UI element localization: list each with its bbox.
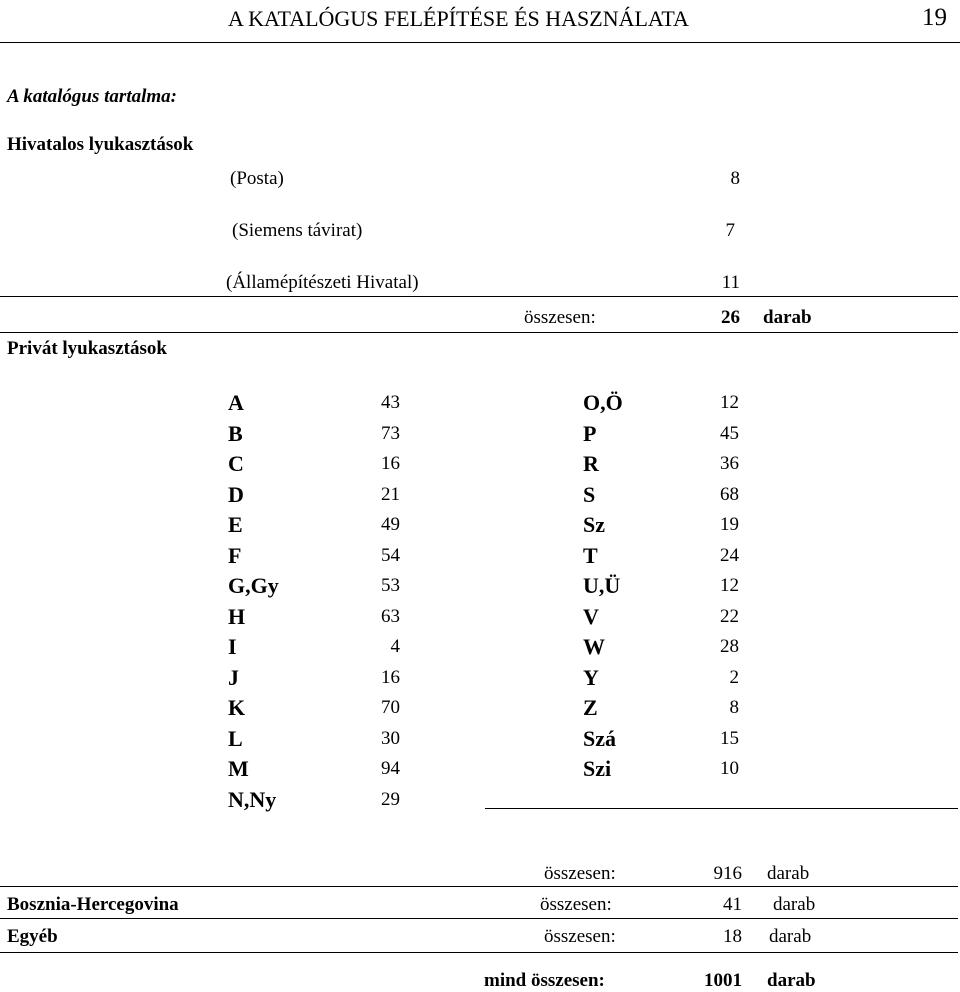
private-total-count: 916 — [713, 863, 742, 884]
other-rule — [0, 952, 958, 953]
grand-total-count: 1001 — [704, 970, 742, 991]
letter-count-left: 70 — [381, 697, 400, 718]
letter-count-left: 30 — [381, 728, 400, 749]
letter-label-right: Sz — [583, 512, 605, 537]
bosnia-total-unit: darab — [773, 894, 816, 915]
letter-count-right: 15 — [720, 728, 739, 749]
letter-label-left: F — [228, 543, 242, 568]
other-total-count: 18 — [723, 926, 742, 947]
letter-label-left: M — [228, 756, 249, 781]
private-heading: Privát lyukasztások — [7, 338, 167, 359]
letter-label-right: P — [583, 421, 597, 446]
other-total-unit: darab — [769, 926, 812, 947]
letter-label-right: Szi — [583, 756, 612, 781]
private-total-label: összesen: — [544, 863, 616, 884]
letter-label-right: W — [583, 634, 605, 659]
letter-count-right: 36 — [720, 453, 739, 474]
letter-label-left: J — [228, 665, 239, 690]
official-label-posta: (Posta) — [230, 168, 284, 189]
letter-label-right: S — [583, 482, 596, 507]
private-rule — [485, 808, 958, 809]
page-number: 19 — [922, 4, 947, 31]
letter-count-right: 22 — [720, 606, 739, 627]
letter-label-right: V — [583, 604, 599, 629]
letter-label-right: Szá — [583, 726, 616, 751]
letter-count-right: 24 — [720, 545, 739, 566]
letter-label-left: D — [228, 482, 244, 507]
letter-count-right: 19 — [720, 514, 739, 535]
official-count-siemens: 7 — [725, 220, 735, 241]
letter-count-right: 28 — [720, 636, 739, 657]
letter-label-right: R — [583, 451, 599, 476]
official-count-posta: 8 — [730, 168, 740, 189]
private-total-unit: darab — [767, 863, 810, 884]
letter-label-right: U,Ü — [583, 573, 621, 598]
letter-count-right: 12 — [720, 392, 739, 413]
letter-label-right: Y — [583, 665, 599, 690]
official-heading: Hivatalos lyukasztások — [7, 134, 194, 155]
official-total-count: 26 — [721, 307, 740, 328]
letter-count-left: 21 — [381, 484, 400, 505]
letter-count-right: 2 — [729, 667, 739, 688]
letter-count-left: 43 — [381, 392, 400, 413]
letter-count-left: 16 — [381, 453, 400, 474]
letter-label-left: N,Ny — [228, 787, 277, 812]
bosnia-rule — [0, 918, 958, 919]
letter-label-left: H — [228, 604, 246, 629]
bosnia-heading: Bosznia-Hercegovina — [7, 894, 179, 915]
letter-count-left: 73 — [381, 423, 400, 444]
letter-label-left: E — [228, 512, 243, 537]
letter-count-left: 49 — [381, 514, 400, 535]
letter-label-left: B — [228, 421, 243, 446]
grand-total-label: mind összesen: — [484, 970, 605, 991]
letter-count-right: 45 — [720, 423, 739, 444]
letter-label-left: I — [228, 634, 237, 659]
bosnia-total-count: 41 — [723, 894, 742, 915]
letter-label-left: C — [228, 451, 244, 476]
other-heading: Egyéb — [7, 926, 58, 947]
letter-count-right: 10 — [720, 758, 739, 779]
official-label-allamepiteszeti: (Államépítészeti Hivatal) — [226, 272, 419, 293]
letter-count-left: 94 — [381, 758, 400, 779]
bosnia-total-label: összesen: — [540, 894, 612, 915]
official-rule — [0, 296, 958, 297]
letter-label-left: G,Gy — [228, 573, 279, 598]
letter-label-right: O,Ö — [583, 390, 623, 415]
letter-count-left: 29 — [381, 789, 400, 810]
letter-count-right: 68 — [720, 484, 739, 505]
other-total-label: összesen: — [544, 926, 616, 947]
letter-count-left: 4 — [390, 636, 400, 657]
official-total-label: összesen: — [524, 307, 596, 328]
page-title: A KATALÓGUS FELÉPÍTÉSE ÉS HASZNÁLATA — [228, 6, 689, 31]
letter-count-left: 54 — [381, 545, 400, 566]
letter-count-left: 53 — [381, 575, 400, 596]
letter-label-left: K — [228, 695, 246, 720]
letter-label-left: L — [228, 726, 243, 751]
private-total-rule — [0, 886, 958, 887]
official-total-unit: darab — [763, 307, 812, 328]
letter-count-left: 63 — [381, 606, 400, 627]
official-label-siemens: (Siemens távirat) — [232, 220, 363, 241]
header-rule — [0, 42, 960, 43]
letter-count-right: 12 — [720, 575, 739, 596]
letter-label-right: Z — [583, 695, 598, 720]
grand-total-unit: darab — [767, 970, 816, 991]
official-count-allamepiteszeti: 11 — [721, 272, 740, 293]
letter-label-right: T — [583, 543, 598, 568]
contents-heading: A katalógus tartalma: — [7, 86, 177, 107]
letter-count-right: 8 — [729, 697, 739, 718]
letter-count-left: 16 — [381, 667, 400, 688]
official-total-rule — [0, 332, 958, 333]
letter-label-left: A — [228, 390, 244, 415]
